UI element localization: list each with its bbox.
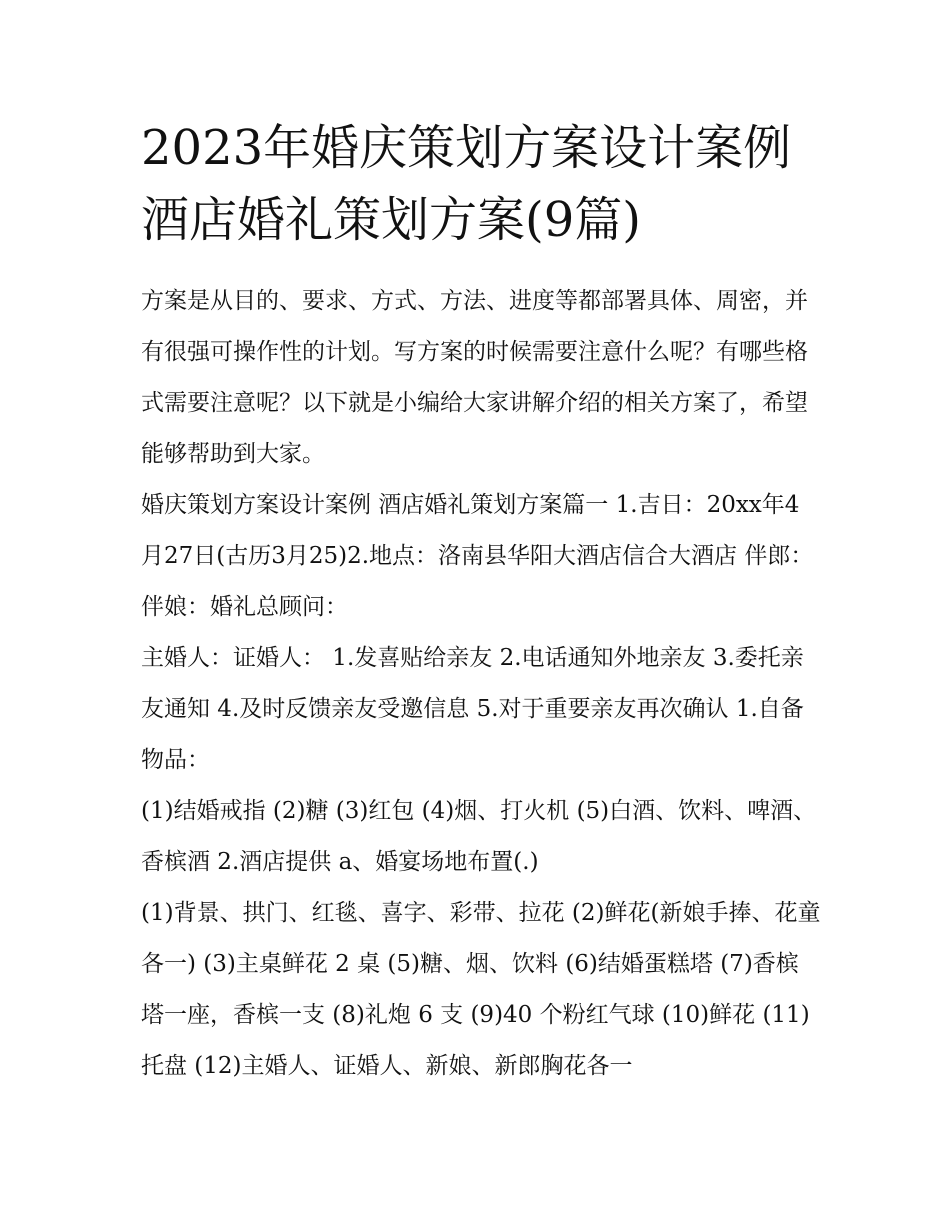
paragraph-supplies: (1)结婚戒指 (2)糖 (3)红包 (4)烟、打火机 (5)白酒、饮料、啤酒、香槟酒 2.酒店提供 a、婚宴场地布置(.) bbox=[141, 798, 817, 875]
document-title: 2023年婚庆策划方案设计案例酒店婚礼策划方案(9篇) bbox=[141, 120, 792, 248]
paragraph-invitation: 主婚人：证婚人： 1.发喜贴给亲友 2.电话通知外地亲友 3.委托亲友通知 4.及时反馈亲友受邀信息 5.对于重要亲友再次确认 1.自备物品： bbox=[141, 645, 804, 773]
paragraph-venue-setup: (1)背景、拱门、红毯、喜字、彩带、拉花 (2)鲜花(新娘手捧、花童各一) (3)主桌鲜花 2 桌 (5)糖、烟、饮料 (6)结婚蛋糕塔 (7)香槟塔一座，香槟一支 (8)礼炮 6 支 (9)40 个粉红气球 (10)鲜花 (11)托盘 (12)主婚人、证婚人、新娘、新郎胸花各一 bbox=[141, 900, 821, 1079]
paragraph-date-location: 婚庆策划方案设计案例 酒店婚礼策划方案篇一 1.吉日：20xx年4月27日(古历3月25)2.地点：洛南县华阳大酒店信合大酒店 伴郎：伴娘：婚礼总顾问： bbox=[141, 492, 814, 620]
document-page bbox=[141, 112, 821, 1092]
paragraph-intro: 方案是从目的、要求、方式、方法、进度等都部署具体、周密，并有很强可操作性的计划。写方案的时候需要注意什么呢？有哪些格式需要注意呢？以下就是小编给大家讲解介绍的相关方案了，希望能够帮助到大家。 bbox=[141, 288, 808, 467]
